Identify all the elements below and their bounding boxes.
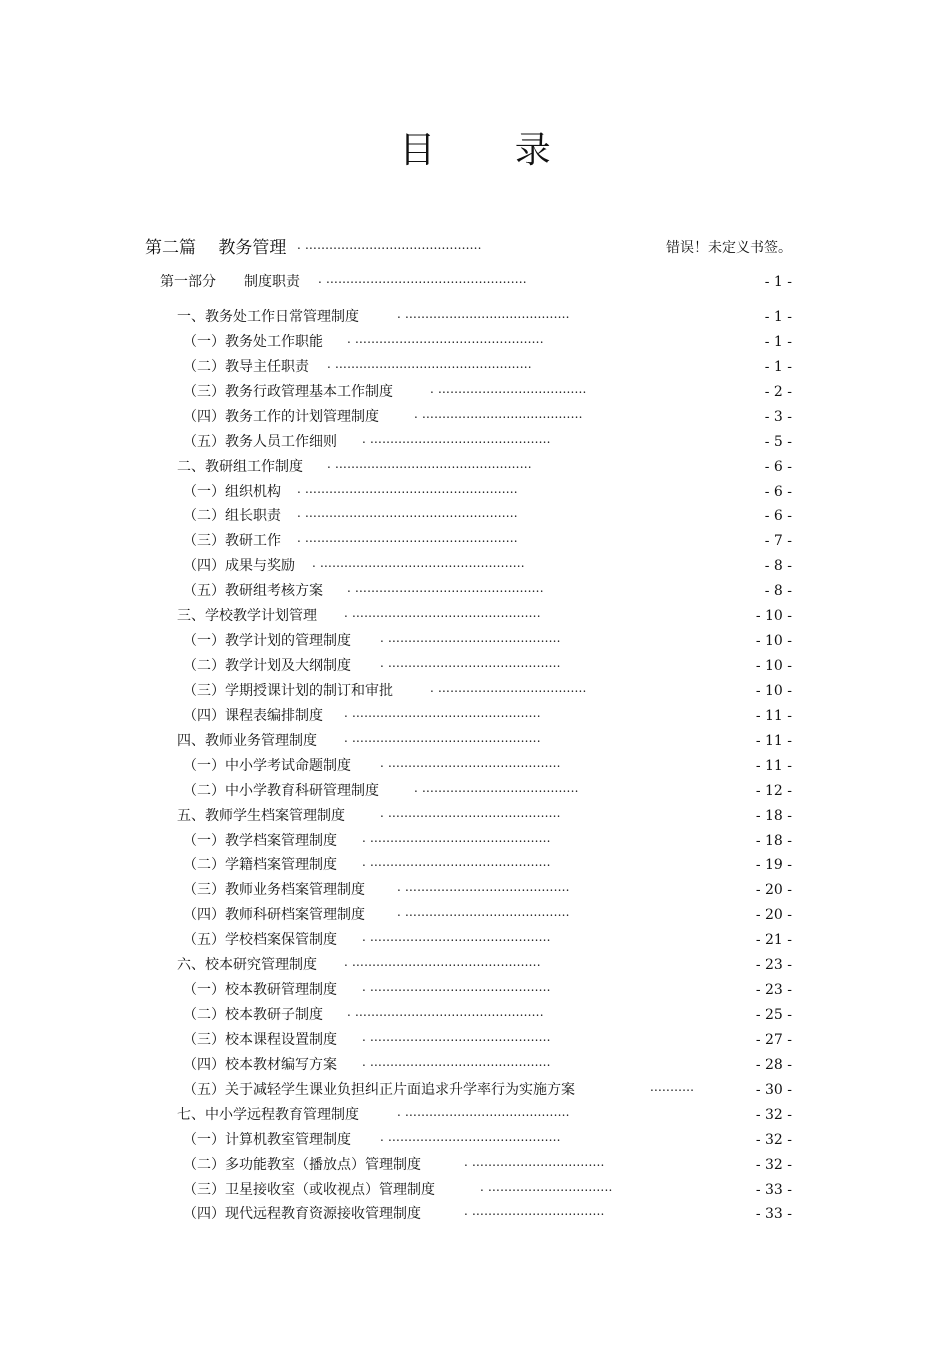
- toc-entry: [0, 605, 792, 627]
- toc-entry-label: （三）卫星接收室（或收视点）管理制度: [183, 1181, 435, 1198]
- toc-entry: [0, 431, 792, 453]
- toc-entry-page: - 32 -: [755, 1156, 792, 1173]
- toc-leader-dots: . .....................................................: [297, 506, 518, 521]
- toc-leader-dots: . .....................................................: [297, 531, 518, 546]
- toc-entry: [0, 730, 792, 752]
- toc-entry-label: 五、教师学生档案管理制度: [177, 807, 345, 824]
- toc-entry-page: - 19 -: [755, 857, 792, 874]
- toc-leader-dots: . ...............................................: [347, 331, 544, 346]
- toc-entry: [0, 680, 792, 702]
- toc-entry-label: （五）关于减轻学生课业负担纠正片面追求升学率行为实施方案: [183, 1081, 575, 1098]
- toc-entry-label: （二）多功能教室（播放点）管理制度: [183, 1156, 421, 1173]
- toc-entry-page: - 11 -: [755, 732, 792, 749]
- toc-entry-label: （二）教学计划及大纲制度: [183, 658, 351, 675]
- toc-entry-page: - 12 -: [755, 782, 792, 799]
- toc-entry-label: 七、中小学远程教育管理制度: [177, 1106, 359, 1123]
- toc-entry-page: - 1 -: [764, 309, 792, 325]
- toc-leader-dots: . ...............................................: [344, 730, 541, 745]
- toc-entry: [0, 630, 792, 652]
- toc-leader-dots: . ...............................................: [344, 705, 541, 720]
- toc-entry-label: （三）教师业务档案管理制度: [183, 882, 365, 899]
- toc-entry: [0, 1029, 792, 1051]
- toc-entry-label: 六、校本研究管理制度: [177, 957, 317, 974]
- toc-entry-page: - 32 -: [755, 1131, 792, 1148]
- toc-entry-page: - 33 -: [755, 1206, 792, 1223]
- toc-entry-page: - 2 -: [764, 383, 792, 400]
- toc-entry: [0, 381, 792, 403]
- toc-entry: [0, 979, 792, 1001]
- toc-entry-label: （一）中小学考试命题制度: [183, 757, 351, 774]
- toc-leader-dots: . .........................................: [397, 880, 570, 895]
- toc-entry-label: 二、教研组工作制度: [177, 458, 303, 475]
- toc-entry-label: （三）校本课程设置制度: [183, 1031, 337, 1048]
- toc-entry-page: - 5 -: [764, 433, 792, 450]
- toc-entry-label: （四）现代远程教育资源接收管理制度: [183, 1206, 421, 1223]
- toc-leader-dots: . .............................................: [362, 830, 551, 845]
- toc-entry-page: - 11 -: [755, 757, 792, 774]
- toc-entry-label: （一）教务处工作职能: [183, 333, 323, 350]
- toc-entry-label: （一）组织机构: [183, 483, 281, 500]
- toc-leader-dots: . ............................................: [297, 238, 482, 252]
- toc-entry: [0, 1054, 792, 1076]
- toc-leader-dots: . .............................................: [362, 1054, 551, 1069]
- toc-entry-page: - 6 -: [764, 508, 792, 525]
- toc-leader-dots: . ...................................................: [312, 556, 525, 571]
- toc-entry-label: 三、学校教学计划管理: [177, 608, 317, 625]
- toc-entry-label: （三）学期授课计划的制订和审批: [183, 682, 393, 699]
- toc-entry: [0, 1154, 792, 1176]
- toc-leader-dots: . .............................................: [362, 855, 551, 870]
- toc-entry: [0, 530, 792, 552]
- toc-entry-page: - 28 -: [755, 1056, 792, 1073]
- toc-entry-page: - 20 -: [755, 907, 792, 924]
- toc-leader-dots: . .................................................: [327, 456, 532, 471]
- toc-entry-label: 一、教务处工作日常管理制度: [177, 309, 359, 325]
- toc-entry-page: - 3 -: [764, 408, 792, 425]
- toc-leader-dots: . .....................................: [430, 680, 587, 695]
- toc-leader-dots: . .................................: [464, 1204, 605, 1219]
- document-title: 目 录: [399, 130, 585, 171]
- toc-entry-label: （二）学籍档案管理制度: [183, 857, 337, 874]
- toc-leader-dots: . ...............................: [480, 1179, 613, 1194]
- toc-entry-page: - 32 -: [755, 1106, 792, 1123]
- toc-entry-label: （五）教研组考核方案: [183, 583, 323, 600]
- toc-entry-page: - 20 -: [755, 882, 792, 899]
- toc-entry-label: （二）组长职责: [183, 508, 281, 525]
- toc-leader-dots: . .................................................: [327, 356, 532, 371]
- toc-entry: [0, 879, 792, 901]
- toc-entry-label: （五）教务人员工作细则: [183, 433, 337, 450]
- toc-leader-dots: . ...........................................: [380, 656, 561, 671]
- toc-entry: [0, 755, 792, 777]
- toc-entry-page: - 10 -: [755, 682, 792, 699]
- toc-entry: [0, 1203, 792, 1225]
- toc-leader-dots: . .........................................: [397, 1104, 570, 1119]
- toc-leader-dots: . ...........................................: [380, 805, 561, 820]
- toc-entry-label: 四、教师业务管理制度: [177, 732, 317, 749]
- toc-entry-label: （二）校本教研子制度: [183, 1007, 323, 1024]
- toc-leader-dots: . .................................: [464, 1154, 605, 1169]
- toc-entry-page: - 6 -: [764, 458, 792, 475]
- toc-entry-page: - 10 -: [755, 658, 792, 675]
- toc-entry-label: （五）学校档案保管制度: [183, 932, 337, 949]
- toc-entry: [0, 580, 792, 602]
- toc-leader-dots: . .............................................: [362, 930, 551, 945]
- toc-entry: [0, 1179, 792, 1201]
- toc-entry-label: （二）教导主任职责: [183, 358, 309, 375]
- toc-entry: [0, 356, 792, 378]
- toc-entry: [0, 954, 792, 976]
- toc-leader-dots: . .............................................: [362, 980, 551, 995]
- toc-entry-page: - 27 -: [755, 1031, 792, 1048]
- toc-entry: [0, 331, 792, 353]
- toc-entry-page: - 21 -: [755, 932, 792, 949]
- toc-entry: [0, 705, 792, 727]
- toc-leader-dots: . .............................................: [362, 1029, 551, 1044]
- toc-entry: [0, 481, 792, 503]
- toc-entry-page: - 1 -: [764, 358, 792, 375]
- toc-entry: [0, 929, 792, 951]
- toc-entry-page: - 1 -: [764, 274, 792, 290]
- toc-entry: [0, 830, 792, 852]
- toc-leader-dots: . ...........................................: [380, 755, 561, 770]
- toc-entry-label: （三）教务行政管理基本工作制度: [183, 383, 393, 400]
- toc-entry: [0, 406, 792, 428]
- toc-leader-dots: . ...............................................: [344, 606, 541, 621]
- toc-entry-page: - 8 -: [764, 558, 792, 575]
- toc-entry: [0, 237, 792, 259]
- toc-entry: [0, 555, 792, 577]
- toc-entry-page: - 30 -: [755, 1081, 792, 1098]
- toc-entry: [0, 1129, 792, 1151]
- toc-entry-label: （一）计算机教室管理制度: [183, 1131, 351, 1148]
- toc-leader-dots: . .............................................: [362, 431, 551, 446]
- toc-entry: [0, 1004, 792, 1026]
- toc-leader-dots: . ........................................: [414, 406, 583, 421]
- toc-entry-label: （二）中小学教育科研管理制度: [183, 782, 379, 799]
- toc-entry-label: （一）校本教研管理制度: [183, 982, 337, 999]
- toc-entry-page: - 7 -: [764, 533, 792, 550]
- toc-entry-page: - 8 -: [764, 583, 792, 600]
- toc-entry-label: （四）成果与奖励: [183, 558, 295, 575]
- toc-leader-dots: . .........................................: [397, 905, 570, 920]
- toc-entry-label: 第一部分 制度职责: [160, 274, 300, 290]
- toc-entry-page: - 10 -: [755, 608, 792, 625]
- toc-leader-dots: ...........: [650, 1079, 695, 1094]
- toc-entry-page: - 25 -: [755, 1007, 792, 1024]
- toc-entry-page: - 11 -: [755, 707, 792, 724]
- toc-entry: [0, 780, 792, 802]
- toc-entry-label: （一）教学档案管理制度: [183, 832, 337, 849]
- toc-entry: [0, 456, 792, 478]
- toc-entry-page: - 23 -: [755, 982, 792, 999]
- toc-leader-dots: . .....................................................: [297, 481, 518, 496]
- toc-entry-page: - 23 -: [755, 957, 792, 974]
- toc-entry: [0, 904, 792, 926]
- toc-entry: [0, 306, 792, 328]
- toc-leader-dots: . .........................................: [397, 307, 570, 321]
- toc-entry-page: - 6 -: [764, 483, 792, 500]
- toc-entry: [0, 505, 792, 527]
- toc-leader-dots: . ...............................................: [344, 955, 541, 970]
- toc-entry-page: - 33 -: [755, 1181, 792, 1198]
- toc-entry: [0, 805, 792, 827]
- toc-entry: [0, 1104, 792, 1126]
- toc-entry-label: 第二篇 教务管理: [145, 238, 287, 258]
- toc-leader-dots: . .....................................: [430, 381, 587, 396]
- toc-entry-label: （四）课程表编排制度: [183, 707, 323, 724]
- toc-leader-dots: . ...........................................: [380, 1129, 561, 1144]
- toc-entry-page: - 1 -: [764, 333, 792, 350]
- toc-entry: [0, 854, 792, 876]
- toc-leader-dots: . ...............................................: [347, 581, 544, 596]
- toc-entry-label: （四）教师科研档案管理制度: [183, 907, 365, 924]
- toc-entry-page: 错误！未定义书签。: [666, 240, 792, 256]
- toc-entry-label: （一）教学计划的管理制度: [183, 633, 351, 650]
- toc-entry: [0, 1079, 792, 1101]
- toc-entry: [0, 271, 792, 293]
- toc-entry-label: （四）校本教材编写方案: [183, 1056, 337, 1073]
- toc-entry-page: - 18 -: [755, 832, 792, 849]
- toc-leader-dots: . ...........................................: [380, 631, 561, 646]
- toc-entry: [0, 655, 792, 677]
- toc-leader-dots: . ...............................................: [347, 1005, 544, 1020]
- toc-entry-label: （三）教研工作: [183, 533, 281, 550]
- toc-entry-page: - 10 -: [755, 633, 792, 650]
- toc-leader-dots: . ..................................................: [318, 272, 527, 286]
- toc-entry-label: （四）教务工作的计划管理制度: [183, 408, 379, 425]
- toc-leader-dots: . .......................................: [414, 780, 579, 795]
- toc-entry-page: - 18 -: [755, 807, 792, 824]
